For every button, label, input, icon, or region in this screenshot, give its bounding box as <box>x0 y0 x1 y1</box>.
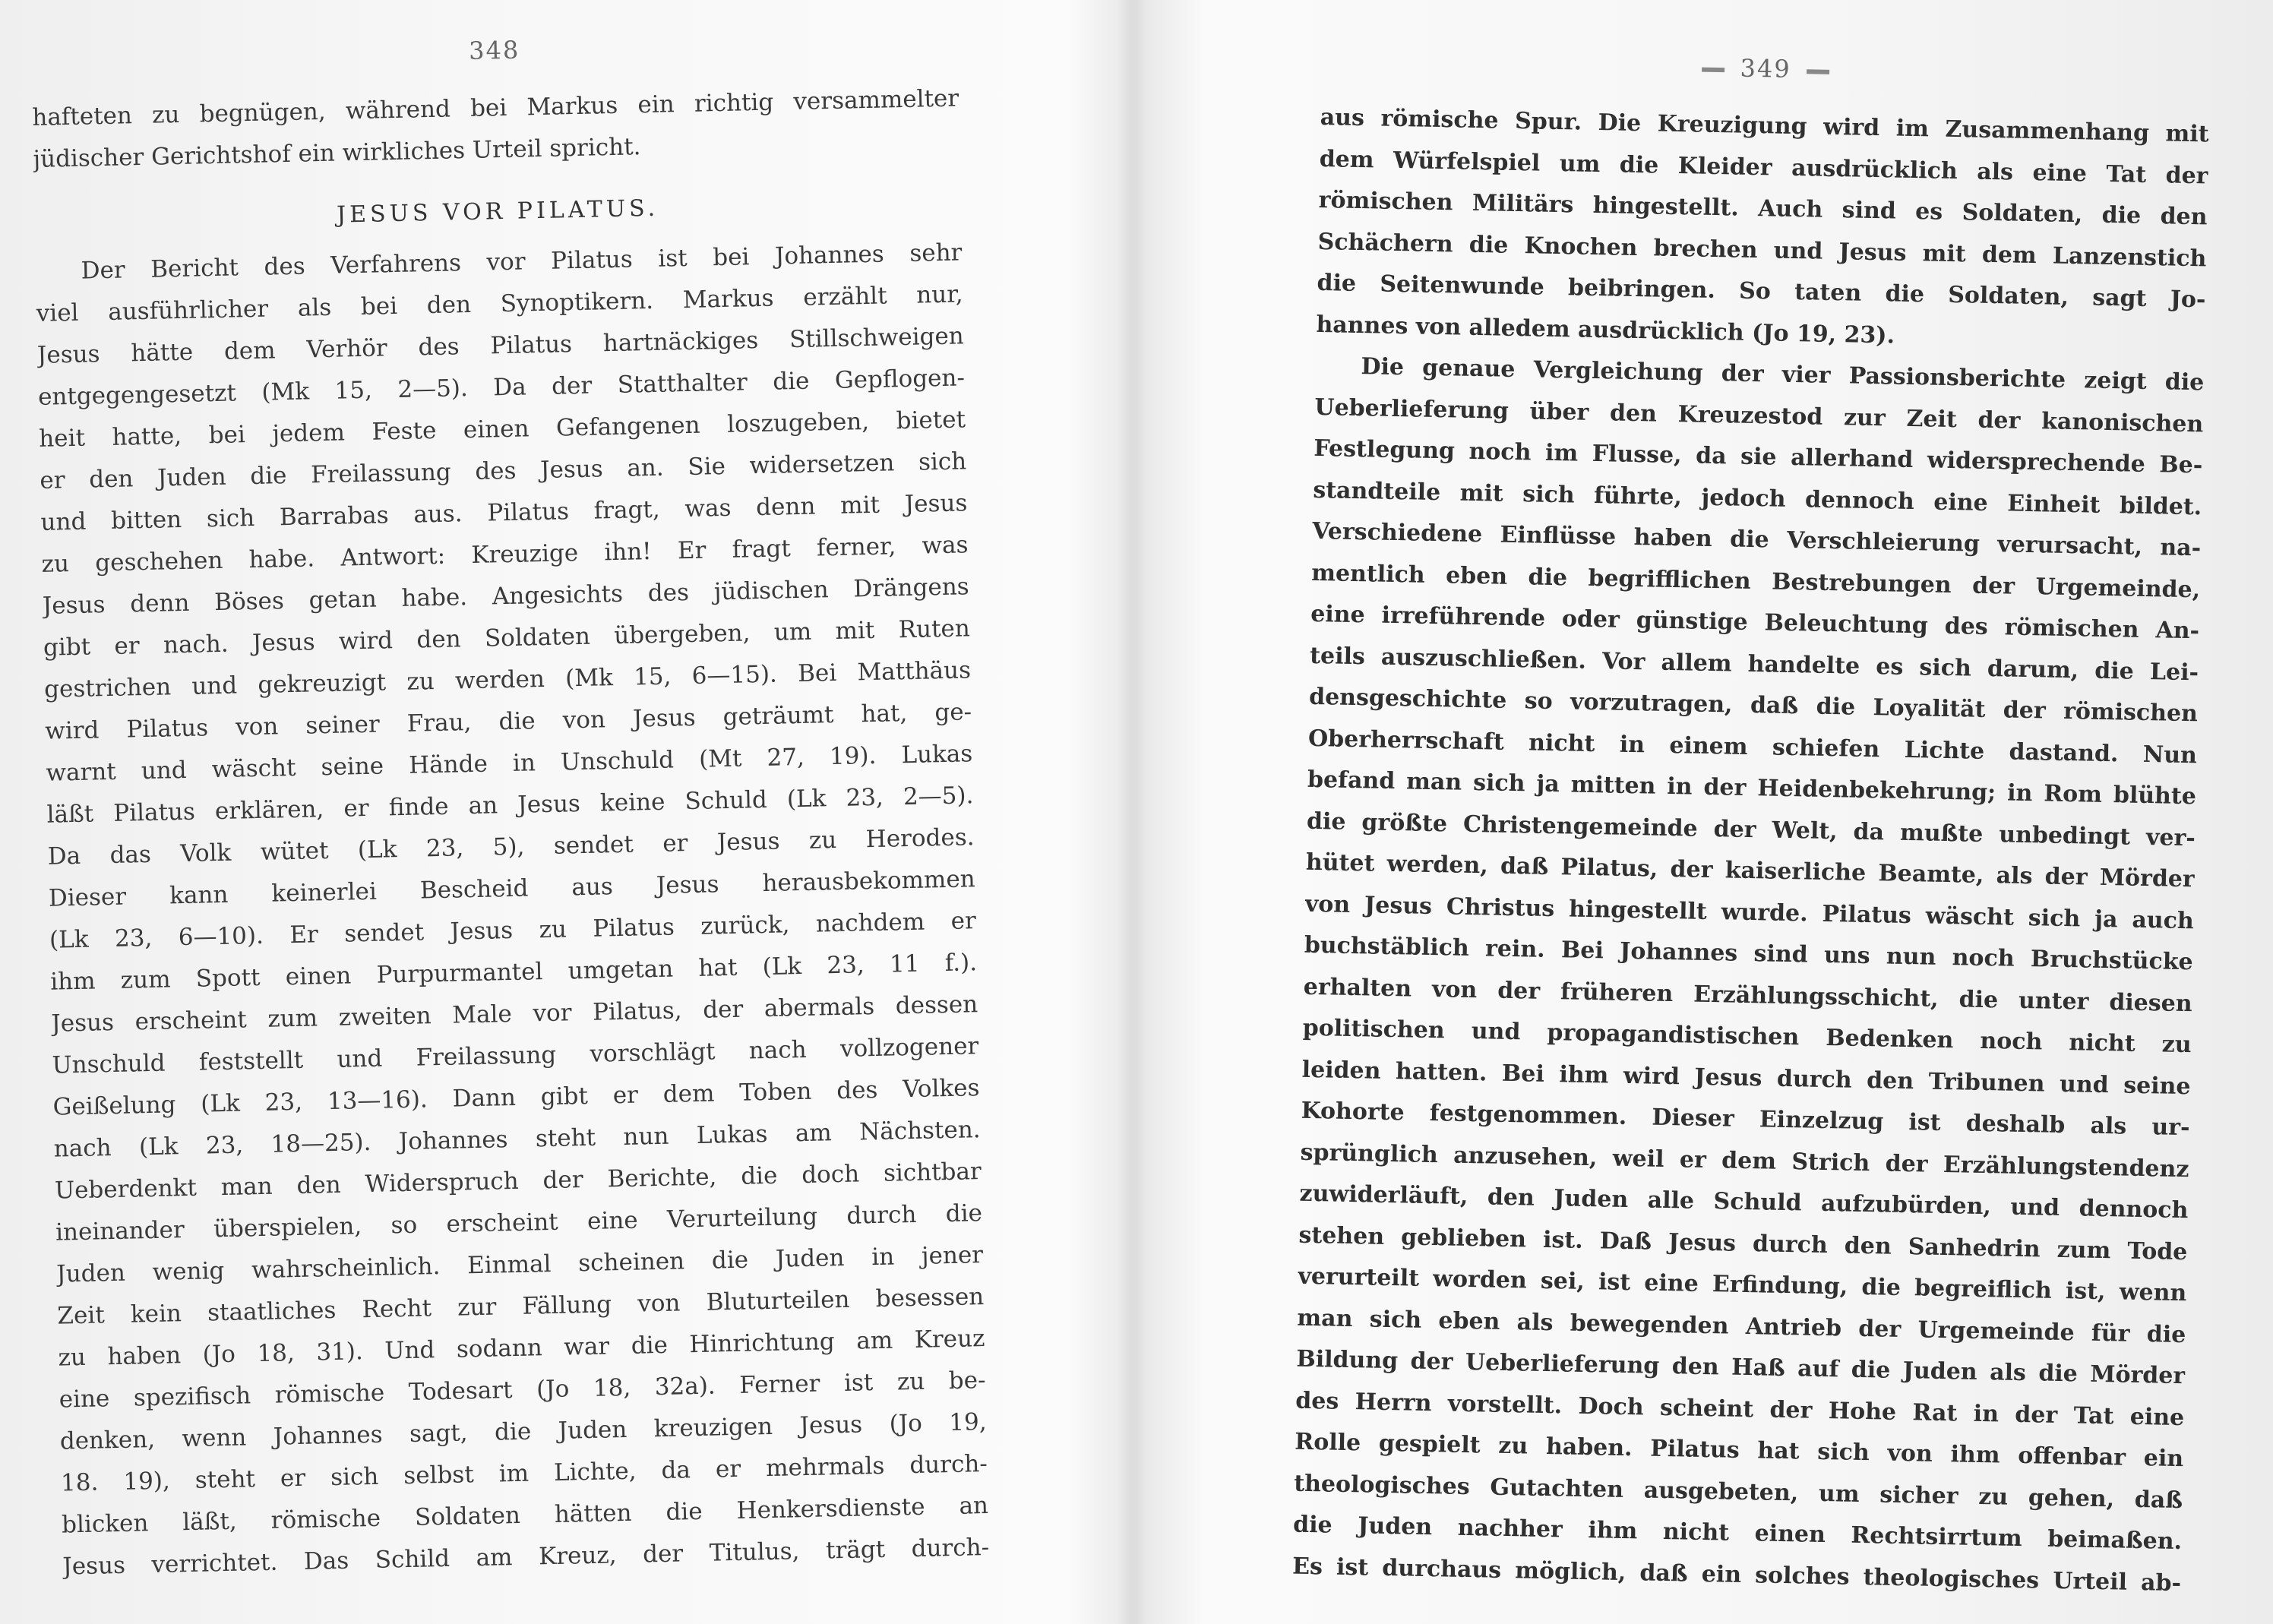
text-line: zu geschehen habe. Antwort: Kreuzige ihn! Er fragt ferner, was <box>41 531 969 578</box>
text-line: er den Juden die Freilassung des Jesus an. Sie widersetzen sich <box>40 447 967 494</box>
text-line: leiden hatten. Bei ihm wird Jesus durch den Tribunen und seine <box>1301 1056 2191 1100</box>
text-line: Ueberdenkt man den Widerspruch der Berichte, die doch sichtbar <box>54 1158 982 1205</box>
text-line: zuwiderläuft, den Juden alle Schuld aufzubürden, und dennoch <box>1299 1180 2189 1224</box>
left-page <box>30 11 990 1588</box>
text-line: standteile mit sich führte, jedoch dennoch eine Einheit bildet. <box>1313 476 2202 520</box>
text-line: Es ist durchaus möglich, daß ein solches theologisches Urteil ab- <box>1291 1553 2182 1597</box>
text-line: ineinander überspielen, so erscheint eine Verurteilung durch die <box>55 1199 983 1246</box>
text-line: Jesus hätte dem Verhör des Pilatus hartnäckiges Stillschweigen <box>36 322 965 369</box>
text-line: sprünglich anzusehen, weil er dem Strich der Erzählungstendenz <box>1300 1139 2189 1183</box>
text-line: verurteilt worden sei, ist eine Erfindung, die begreiflich ist, wenn <box>1298 1262 2187 1307</box>
text-line: Unschuld feststellt und Freilassung vorschlägt nach vollzogener <box>52 1032 979 1079</box>
text-line: erhalten von der früheren Erzählungsschicht, die unter diesen <box>1303 973 2192 1017</box>
text-line: die größte Christengemeinde der Welt, da mußte unbedingt ver- <box>1306 807 2196 851</box>
text-line: Juden wenig wahrscheinlich. Einmal scheinen die Juden in jener <box>55 1241 984 1288</box>
page-number-dash <box>1807 69 1829 74</box>
text-line: Bildung der Ueberlieferung den Haß auf die Juden als die Mörder <box>1296 1345 2186 1390</box>
text-line: warnt und wäscht seine Hände in Unschuld (Mt 27, 19). Lukas <box>46 740 973 787</box>
text-line: blicken läßt, römische Soldaten hätten die Henkersdienste an <box>61 1492 989 1539</box>
text-line: densgeschichte so vorzutragen, daß die Loyalität der römischen <box>1308 683 2199 728</box>
book-gutter <box>1117 0 1147 1624</box>
text-line: Die genaue Vergleichung der vier Passionsberichte zeigt die <box>1361 353 2205 397</box>
text-line: hannes von alledem ausdrücklich (Jo 19, 23). <box>1316 311 1895 349</box>
text-line: römischen Militärs hingestellt. Auch sind es Soldaten, die den <box>1318 186 2208 231</box>
text-line: und bitten sich Barrabas aus. Pilatus fragt, was denn mit Jesus <box>40 489 968 536</box>
text-line: Jesus erscheint zum zweiten Male vor Pilatus, der abermals dessen <box>51 991 978 1038</box>
text-line: jüdischer Gerichtshof ein wirkliches Urteil spricht. <box>33 133 641 173</box>
text-line: mentlich eben die begrifflichen Bestrebungen der Urgemeinde, <box>1310 559 2201 603</box>
text-line: Verschiedene Einflüsse haben die Verschleierung verursacht, na- <box>1312 517 2202 562</box>
text-line: man sich eben als bewegenden Antrieb der Urgemeinde für die <box>1297 1304 2186 1348</box>
text-line: Da das Volk wütet (Lk 23, 5), sendet er Jesus zu Herodes. <box>47 823 975 870</box>
text-line: heit hatte, bei jedem Feste einen Gefangenen loszugeben, bietet <box>38 406 966 453</box>
text-line: ihm zum Spott einen Purpurmantel umgetan hat (Lk 23, 11 f.). <box>49 949 978 996</box>
text-line: zu haben (Jo 18, 31). Und sodann war die Hinrichtung am Kreuz <box>58 1325 985 1372</box>
text-line: Schächern die Knochen brechen und Jesus mit dem Lanzenstich <box>1317 228 2207 272</box>
body-text-left <box>35 232 990 1588</box>
right-page <box>1292 30 2211 1604</box>
text-line: politischen und propagandistischen Bedenken noch nicht zu <box>1302 1014 2192 1059</box>
text-line: hütet werden, daß Pilatus, der kaiserliche Beamte, als der Mörder <box>1305 848 2196 893</box>
page-number-left: 348 <box>468 35 520 65</box>
page-number-value: 349 <box>1740 53 1792 84</box>
text-line: die Seitenwunde beibringen. So taten die Soldaten, sagt Jo- <box>1317 269 2206 314</box>
text-line: Rolle gespielt zu haben. Pilatus hat sich von ihm offenbar ein <box>1294 1428 2184 1473</box>
text-line: eine irreführende oder günstige Beleuchtung des römischen An- <box>1310 600 2200 645</box>
opening-paragraph <box>32 77 960 181</box>
text-line: Dieser kann keinerlei Bescheid aus Jesus herausbekommen <box>48 865 976 912</box>
text-line: Der Bericht des Verfahrens vor Pilatus ist bei Johannes sehr <box>81 239 963 285</box>
text-line: Zeit kein staatliches Recht zur Fällung von Bluturteilen besessen <box>57 1283 985 1330</box>
text-line: teils auszuschließen. Vor allem handelte es sich darum, die Lei- <box>1309 642 2199 686</box>
text-line: (Lk 23, 6—10). Er sendet Jesus zu Pilatus zurück, nachdem er <box>49 907 977 954</box>
text-line: viel ausführlicher als bei den Synoptikern. Markus erzählt nur, <box>36 280 963 327</box>
text-line: stehen geblieben ist. Daß Jesus durch den Sanhedrin zum Tode <box>1298 1221 2188 1265</box>
text-line: 18. 19), steht er sich selbst im Lichte, da er mehrmals durch- <box>60 1450 988 1497</box>
page-number-dash <box>1702 67 1725 72</box>
text-line: Ueberlieferung über den Kreuzestod zur Zeit der kanonischen <box>1314 393 2204 438</box>
text-line: befand man sich ja mitten in der Heidenbekehrung; in Rom blühte <box>1307 766 2197 810</box>
text-line: nach (Lk 23, 18—25). Johannes steht nun Lukas am Nächsten. <box>53 1116 981 1163</box>
text-line: Kohorte festgenommen. Dieser Einzelzug ist deshalb als ur- <box>1301 1097 2190 1142</box>
text-line: gibt er nach. Jesus wird den Soldaten übergeben, um mit Ruten <box>43 615 971 662</box>
text-line: theologisches Gutachten ausgebeten, um sicher zu gehen, daß <box>1293 1470 2183 1514</box>
section-heading: JESUS VOR PILATUS. <box>336 194 659 229</box>
body-text-right <box>1292 97 2209 1604</box>
text-line: Jesus verrichtet. Das Schild am Kreuz, der Titulus, trägt durch- <box>62 1534 990 1581</box>
text-line: gestrichen und gekreuzigt zu werden (Mk 15, 6—15). Bei Matthäus <box>43 656 972 703</box>
text-line: des Herrn vorstellt. Doch scheint der Hohe Rat in der Tat eine <box>1295 1387 2185 1431</box>
text-line: aus römische Spur. Die Kreuzigung wird im Zusammenhang mit <box>1320 103 2209 148</box>
text-line: Oberherrschaft nicht in einem schiefen Lichte dastand. Nun <box>1307 725 2198 769</box>
text-line: von Jesus Christus hingestellt wurde. Pilatus wäscht sich ja auch <box>1304 890 2195 934</box>
text-line: denken, wenn Johannes sagt, die Juden kreuzigen Jesus (Jo 19, <box>59 1408 988 1455</box>
page-number-right <box>1321 46 2211 91</box>
text-line: Jesus denn Böses getan habe. Angesichts des jüdischen Drängens <box>42 573 969 620</box>
text-line: dem Würfelspiel um die Kleider ausdrücklich als eine Tat der <box>1319 145 2208 189</box>
text-line: hafteten zu begnügen, während bei Markus ein richtig versammelter <box>32 84 959 131</box>
text-line: läßt Pilatus erklären, er finde an Jesus keine Schuld (Lk 23, 2—5). <box>46 782 974 829</box>
text-line: eine spezifisch römische Todesart (Jo 18, 32a). Ferner ist zu be- <box>58 1366 986 1414</box>
text-line: entgegengesetzt (Mk 15, 2—5). Da der Statthalter die Gepflogen- <box>37 364 966 411</box>
text-line: Geißelung (Lk 23, 13—16). Dann gibt er dem Toben des Volkes <box>52 1074 980 1121</box>
text-line: die Juden nachher ihm nicht einen Rechtsirrtum beimaßen. <box>1292 1511 2183 1556</box>
text-line: wird Pilatus von seiner Frau, die von Jesus geträumt hat, ge- <box>44 698 972 745</box>
text-line: Festlegung noch im Flusse, da sie allerhand widersprechende Be- <box>1314 434 2203 479</box>
text-line: buchstäblich rein. Bei Johannes sind uns nun noch Bruchstücke <box>1304 931 2193 976</box>
